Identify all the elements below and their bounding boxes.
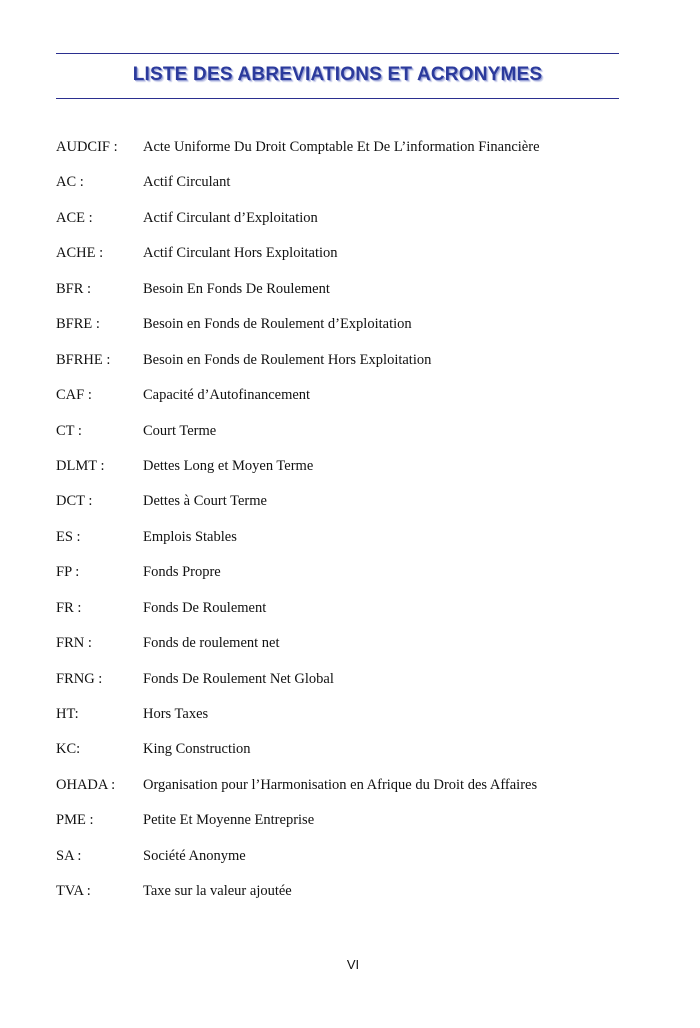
abbreviation-row (56, 704, 656, 739)
abbreviation-term: KC: (56, 741, 81, 758)
abbreviation-term: CT : (56, 422, 82, 439)
abbreviation-row (56, 881, 656, 916)
abbreviation-row (56, 775, 656, 810)
page-title: LISTE DES ABREVIATIONS ET ACRONYMES (132, 64, 543, 85)
abbreviation-term: OHADA : (56, 776, 116, 793)
abbreviation-row (56, 172, 656, 207)
abbreviation-row (56, 421, 656, 456)
abbreviation-definition: King Construction (143, 741, 251, 758)
abbreviation-term: SA : (56, 847, 82, 864)
abbreviation-term: AUDCIF : (56, 139, 118, 155)
abbreviation-row (56, 846, 656, 881)
abbreviation-term: BFRE : (56, 316, 100, 333)
abbreviation-term: HT: (56, 706, 79, 722)
abbreviation-term: PME : (56, 812, 94, 829)
abbreviation-term: BFR : (56, 280, 92, 297)
abbreviation-definition: Hors Taxes (143, 706, 209, 722)
abbreviation-row (56, 527, 656, 562)
abbreviation-term: FP : (56, 564, 80, 581)
abbreviation-definition: Actif Circulant Hors Exploitation (143, 245, 338, 262)
abbreviation-term: FR : (56, 599, 82, 616)
abbreviation-row (56, 314, 656, 349)
abbreviation-definition: Fonds de roulement net (143, 635, 280, 652)
abbreviation-row (56, 279, 656, 314)
abbreviation-row (56, 562, 656, 597)
abbreviation-row (56, 456, 656, 491)
abbreviation-row (56, 739, 656, 774)
abbreviation-definition: Emplois Stables (143, 528, 237, 545)
abbreviation-definition: Actif Circulant d’Exploitation (143, 209, 318, 226)
title-bottom-rule (56, 98, 619, 99)
abbreviation-term: ACE : (56, 209, 93, 226)
page-number: VI (346, 957, 360, 972)
abbreviation-row (56, 810, 656, 845)
abbreviation-term: FRNG : (56, 670, 103, 687)
abbreviation-row (56, 598, 656, 633)
abbreviation-definition: Besoin en Fonds de Roulement d’Exploitation (143, 316, 412, 333)
abbreviation-term: DLMT : (56, 457, 105, 474)
abbreviation-row (56, 137, 656, 172)
abbreviation-definition: Acte Uniforme Du Droit Comptable Et De L’information Financière (143, 139, 540, 155)
abbreviation-term: ACHE : (56, 245, 104, 262)
abbreviation-definition: Société Anonyme (143, 847, 246, 864)
abbreviation-definition: Capacité d’Autofinancement (143, 387, 311, 404)
abbreviation-term: TVA : (56, 883, 91, 900)
title-top-rule (56, 53, 619, 54)
abbreviation-row (56, 633, 656, 668)
abbreviation-term: FRN : (56, 635, 92, 652)
abbreviation-definition: Besoin En Fonds De Roulement (143, 280, 330, 297)
abbreviation-definition: Fonds Propre (143, 564, 221, 581)
abbreviation-term: BFRHE : (56, 351, 111, 368)
abbreviation-term: CAF : (56, 387, 92, 404)
abbreviation-definition: Besoin en Fonds de Roulement Hors Exploitation (143, 351, 432, 368)
abbreviation-definition: Organisation pour l’Harmonisation en Afrique du Droit des Affaires (143, 776, 538, 793)
abbreviation-definition: Fonds De Roulement (143, 599, 267, 616)
abbreviation-row (56, 669, 656, 704)
abbreviation-definition: Court Terme (143, 422, 217, 439)
abbreviation-term: AC : (56, 174, 84, 191)
abbreviation-row (56, 385, 656, 420)
abbreviation-list (56, 137, 656, 917)
abbreviation-term: ES : (56, 528, 81, 545)
abbreviation-definition: Dettes à Court Terme (143, 493, 267, 510)
abbreviation-term: DCT : (56, 493, 93, 510)
abbreviation-row (56, 243, 656, 278)
abbreviation-definition: Petite Et Moyenne Entreprise (143, 812, 315, 829)
abbreviation-row (56, 491, 656, 526)
abbreviation-definition: Dettes Long et Moyen Terme (143, 457, 314, 474)
abbreviation-row (56, 208, 656, 243)
abbreviation-definition: Fonds De Roulement Net Global (143, 670, 334, 687)
abbreviation-definition: Actif Circulant (143, 174, 231, 191)
abbreviation-row (56, 350, 656, 385)
abbreviation-definition: Taxe sur la valeur ajoutée (143, 883, 292, 900)
